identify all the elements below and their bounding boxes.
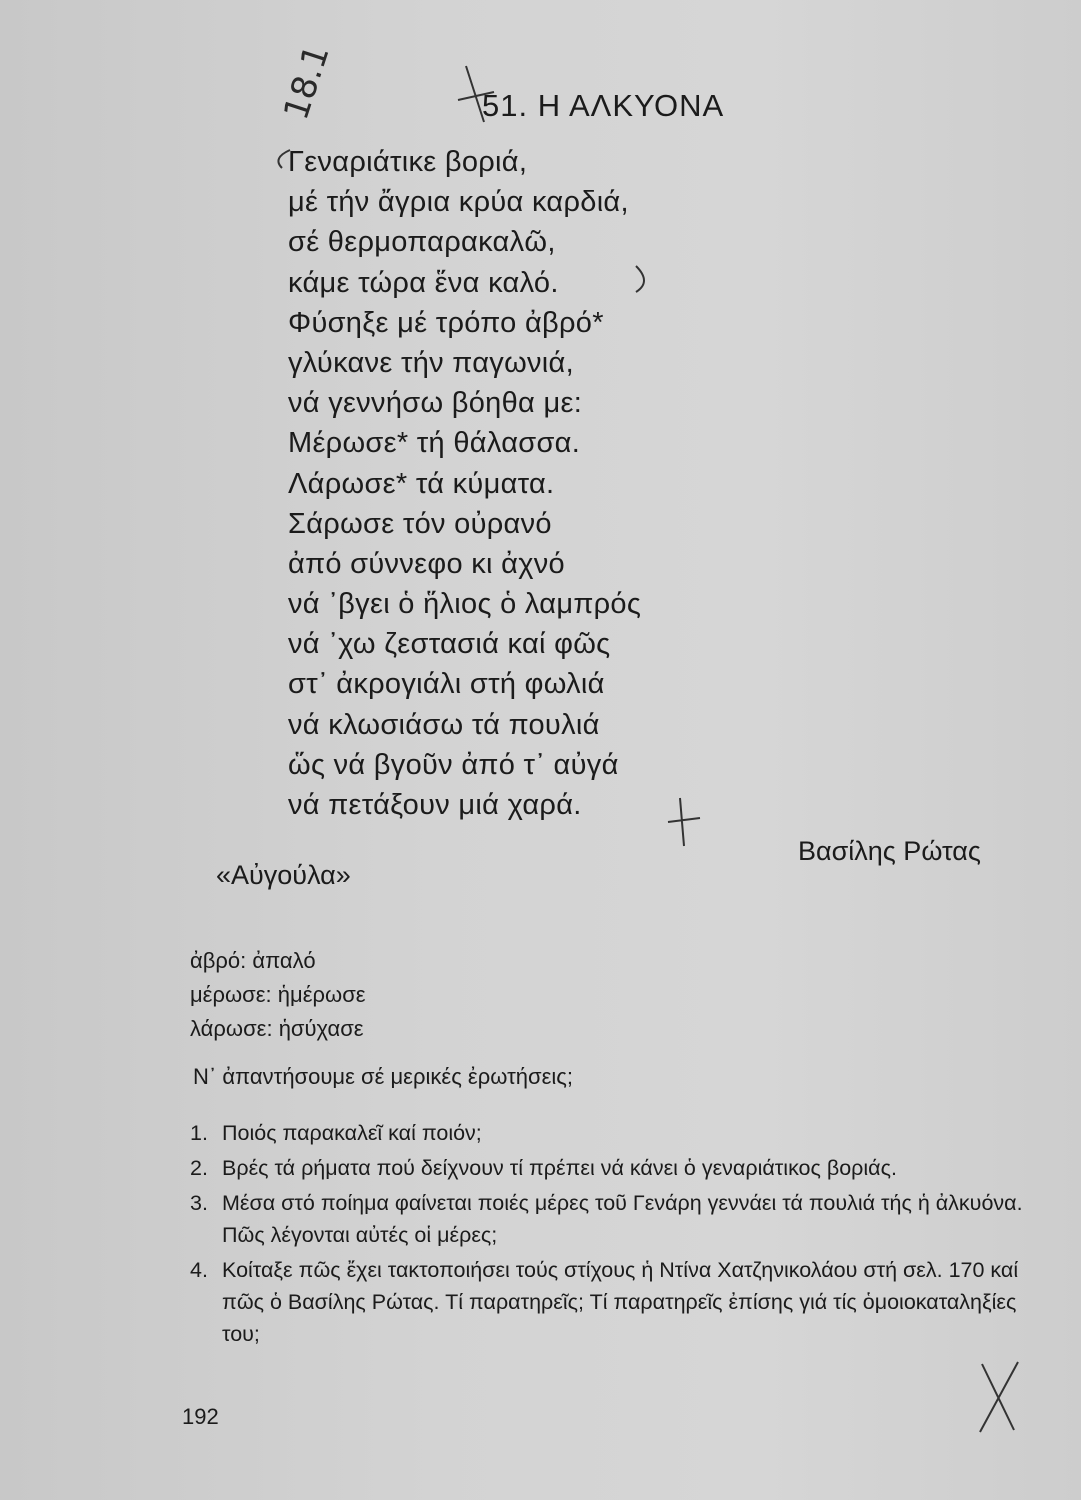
poem-line: ὥς νά βγοῦν ἀπό τ᾿ αὐγά (288, 748, 619, 781)
poem-line: Σάρωσε τόν οὐρανό (288, 507, 552, 540)
questions-prompt: Ν᾿ ἀπαντήσουμε σέ μερικές ἐρωτήσεις; (193, 1064, 574, 1089)
poem-line: Μέρωσε* τή θάλασσα. (288, 427, 581, 460)
question-number: 1. (190, 1121, 208, 1145)
poem-line: νά ᾿χω ζεστασιά καί φῶς (288, 628, 611, 661)
question-number: 2. (190, 1156, 208, 1180)
glossary-entry: λάρωσε: ἡσύχασε (190, 1016, 364, 1041)
question-item (190, 1117, 1050, 1149)
poem-line: κάμε τώρα ἕνα καλό. (288, 266, 559, 299)
glossary (190, 944, 366, 1046)
question-number: 4. (190, 1258, 208, 1282)
question-item (190, 1152, 1050, 1184)
page-number: 192 (182, 1404, 219, 1429)
poem-line: Φύσηξε μέ τρόπο ἀβρό* (288, 306, 604, 339)
poem-source: «Αὐγούλα» (216, 860, 351, 890)
poem-line: νά κλωσιάσω τά πουλιά (288, 708, 600, 741)
poem-line: Γεναριάτικε βοριά, (288, 146, 528, 178)
question-item (190, 1254, 1050, 1350)
pencil-cross-end (980, 1362, 1018, 1432)
glossary-entry: ἀβρό: ἀπαλό (190, 948, 316, 973)
question-text: Μέσα στό ποίημα φαίνεται ποιές μέρες τοῦ Γενάρη γεννάει τά πουλιά τής ἡ ἀλκυόνα. Πῶς λέγονται αὐτές οἱ μέρες; (222, 1191, 1023, 1247)
poem-line: νά ᾿βγει ὁ ἥλιος ὁ λαμπρός (288, 588, 642, 621)
poem-line: νά πετάξουν μιά χαρά. (288, 789, 582, 821)
poem-line: Λάρωσε* τά κύματα. (288, 467, 555, 500)
poem-line: ἀπό σύννεφο κι ἀχνό (288, 547, 565, 580)
question-text: Ποιός παρακαλεῖ καί ποιόν; (222, 1121, 482, 1145)
poem-line: νά γεννήσω βόηθα με: (288, 387, 583, 420)
pencil-cross-author (668, 798, 700, 846)
poem-line: σέ θερμοπαρακαλῶ, (288, 226, 556, 259)
question-item (190, 1187, 1050, 1251)
questions-list (190, 1117, 1050, 1353)
poem-title: 51. Η ΑΛΚΥΟΝΑ (482, 88, 725, 123)
poem-line: στ᾿ ἀκρογιάλι στή φωλιά (288, 668, 605, 701)
handwritten-note: 18.1 (276, 40, 338, 125)
question-number: 3. (190, 1191, 208, 1215)
glossary-entry: μέρωσε: ἡμέρωσε (190, 982, 366, 1007)
poem-body (288, 142, 641, 825)
question-text: Βρές τά ρήματα πού δείχνουν τί πρέπει νά κάνει ὁ γεναριάτικος βοριάς. (222, 1156, 897, 1180)
question-text: Κοίταξε πῶς ἔχει τακτοποιήσει τούς στίχους ἡ Ντίνα Χατζηνικολάου στή σελ. 170 καί πῶς ὁ Βασίλης Ρώτας. Τί παρατηρεῖς; Τί παρατηρεῖς ἐπίσης γιά τίς ὁμοιοκαταληξίες του; (222, 1258, 1019, 1346)
poem-author: Βασίλης Ρώτας (798, 836, 981, 866)
poem-line: μέ τήν ἄγρια κρύα καρδιά, (288, 186, 629, 219)
poem-line: γλύκανε τήν παγωνιά, (288, 346, 574, 379)
